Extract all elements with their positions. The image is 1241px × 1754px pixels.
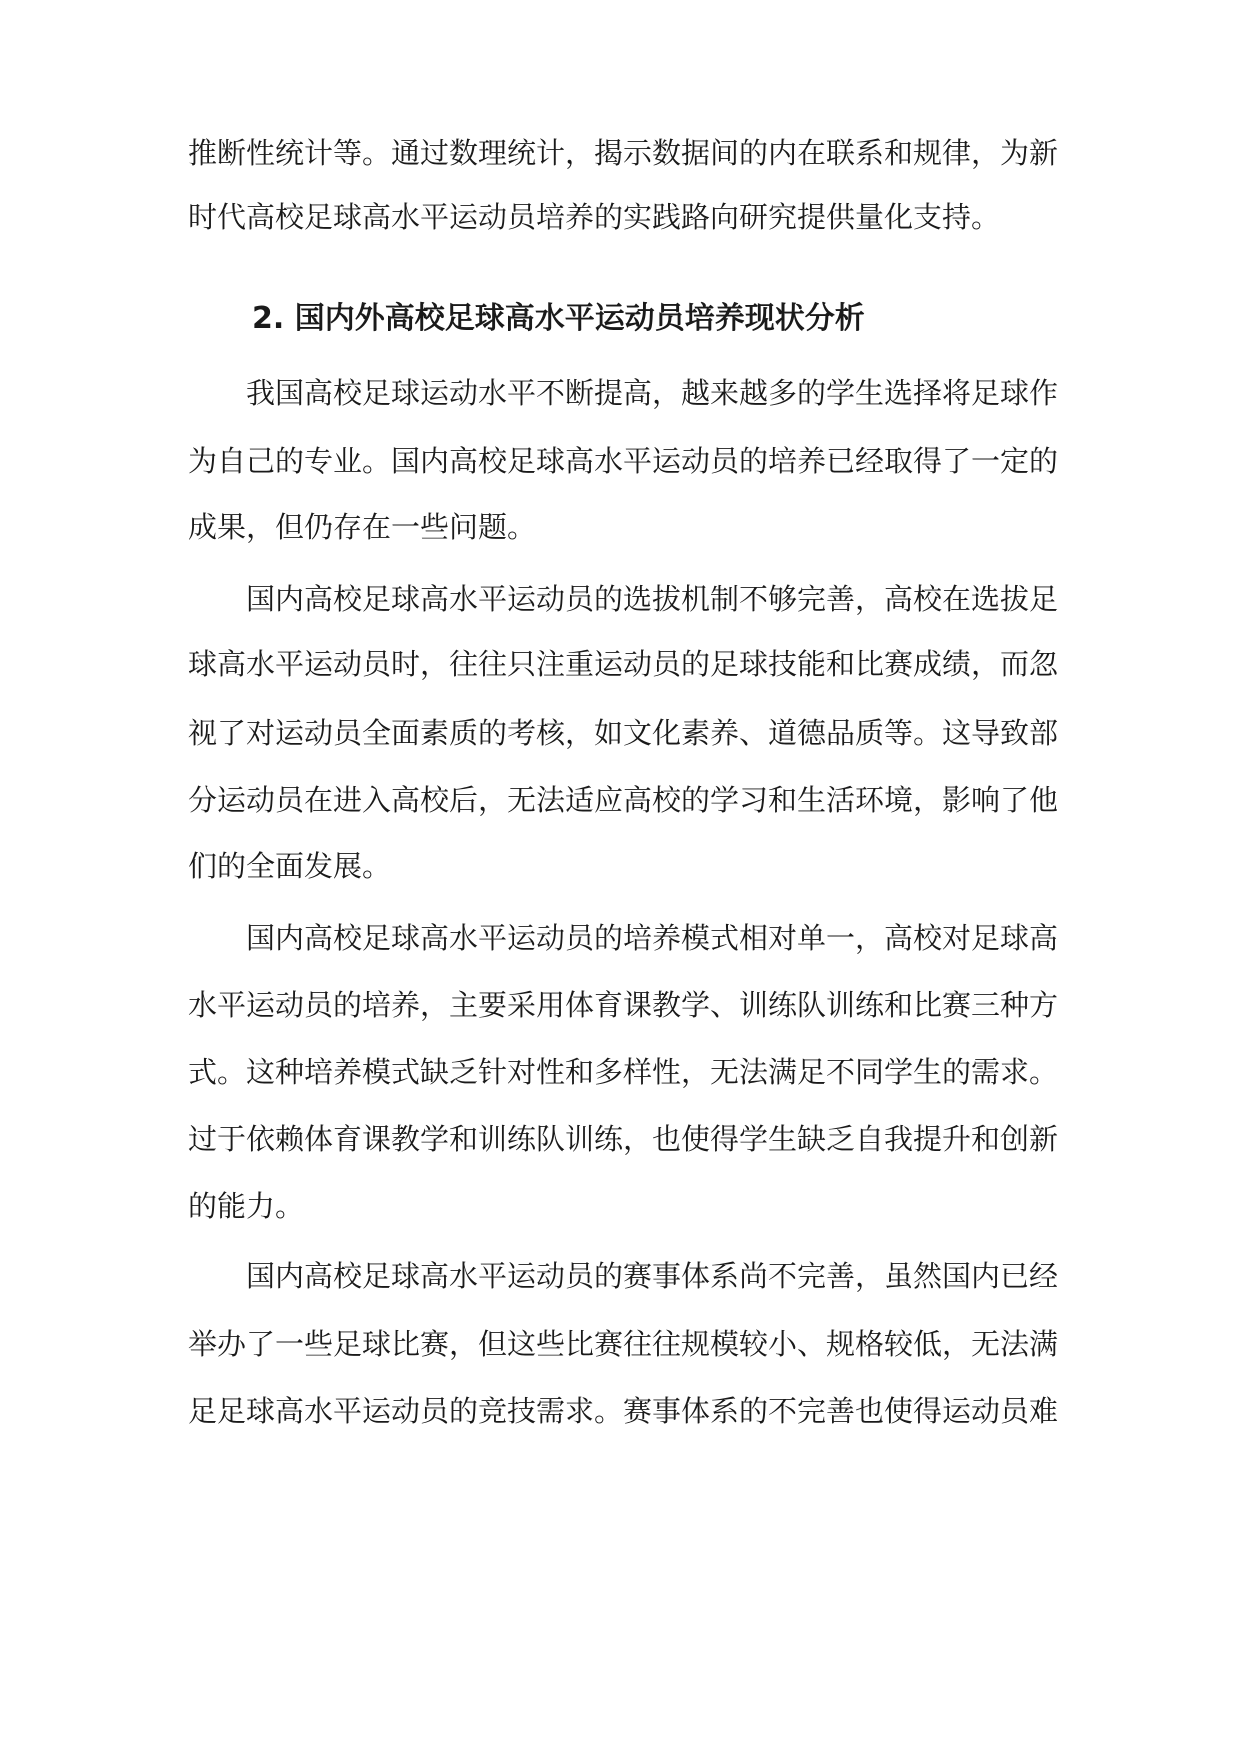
paragraph-1-line-1: 我国高校足球运动水平不断提高，越来越多的学生选择将足球作 xyxy=(246,376,1059,410)
paragraph-3-line-4: 过于依赖体育课教学和训练队训练，也使得学生缺乏自我提升和创新 xyxy=(188,1122,1059,1156)
intro-line-2: 时代高校足球高水平运动员培养的实践路向研究提供量化支持。 xyxy=(188,200,1001,234)
paragraph-4-line-2: 举办了一些足球比赛，但这些比赛往往规模较小、规格较低，无法满 xyxy=(188,1327,1059,1361)
paragraph-4-line-3: 足足球高水平运动员的竞技需求。赛事体系的不完善也使得运动员难 xyxy=(188,1394,1059,1428)
paragraph-2-line-2: 球高水平运动员时，往往只注重运动员的足球技能和比赛成绩，而忽 xyxy=(188,647,1059,681)
paragraph-2-line-3: 视了对运动员全面素质的考核，如文化素养、道德品质等。这导致部 xyxy=(188,716,1059,750)
paragraph-3-line-3: 式。这种培养模式缺乏针对性和多样性，无法满足不同学生的需求。 xyxy=(188,1055,1059,1089)
paragraph-3-line-1: 国内高校足球高水平运动员的培养模式相对单一，高校对足球高 xyxy=(246,921,1059,955)
intro-line-1: 推断性统计等。通过数理统计，揭示数据间的内在联系和规律，为新 xyxy=(188,136,1059,170)
paragraph-1-line-3: 成果，但仍存在一些问题。 xyxy=(188,510,537,544)
paragraph-2-line-4: 分运动员在进入高校后，无法适应高校的学习和生活环境，影响了他 xyxy=(188,783,1059,817)
paragraph-4-line-1: 国内高校足球高水平运动员的赛事体系尚不完善，虽然国内已经 xyxy=(246,1259,1059,1293)
paragraph-3-line-2: 水平运动员的培养，主要采用体育课教学、训练队训练和比赛三种方 xyxy=(188,988,1059,1022)
paragraph-2-line-5: 们的全面发展。 xyxy=(188,849,392,883)
paragraph-2-line-1: 国内高校足球高水平运动员的选拔机制不够完善，高校在选拔足 xyxy=(246,582,1059,616)
section-heading: 2. 国内外高校足球高水平运动员培养现状分析 xyxy=(252,301,865,336)
paragraph-3-line-5: 的能力。 xyxy=(188,1189,305,1223)
paragraph-1-line-2: 为自己的专业。国内高校足球高水平运动员的培养已经取得了一定的 xyxy=(188,444,1059,478)
